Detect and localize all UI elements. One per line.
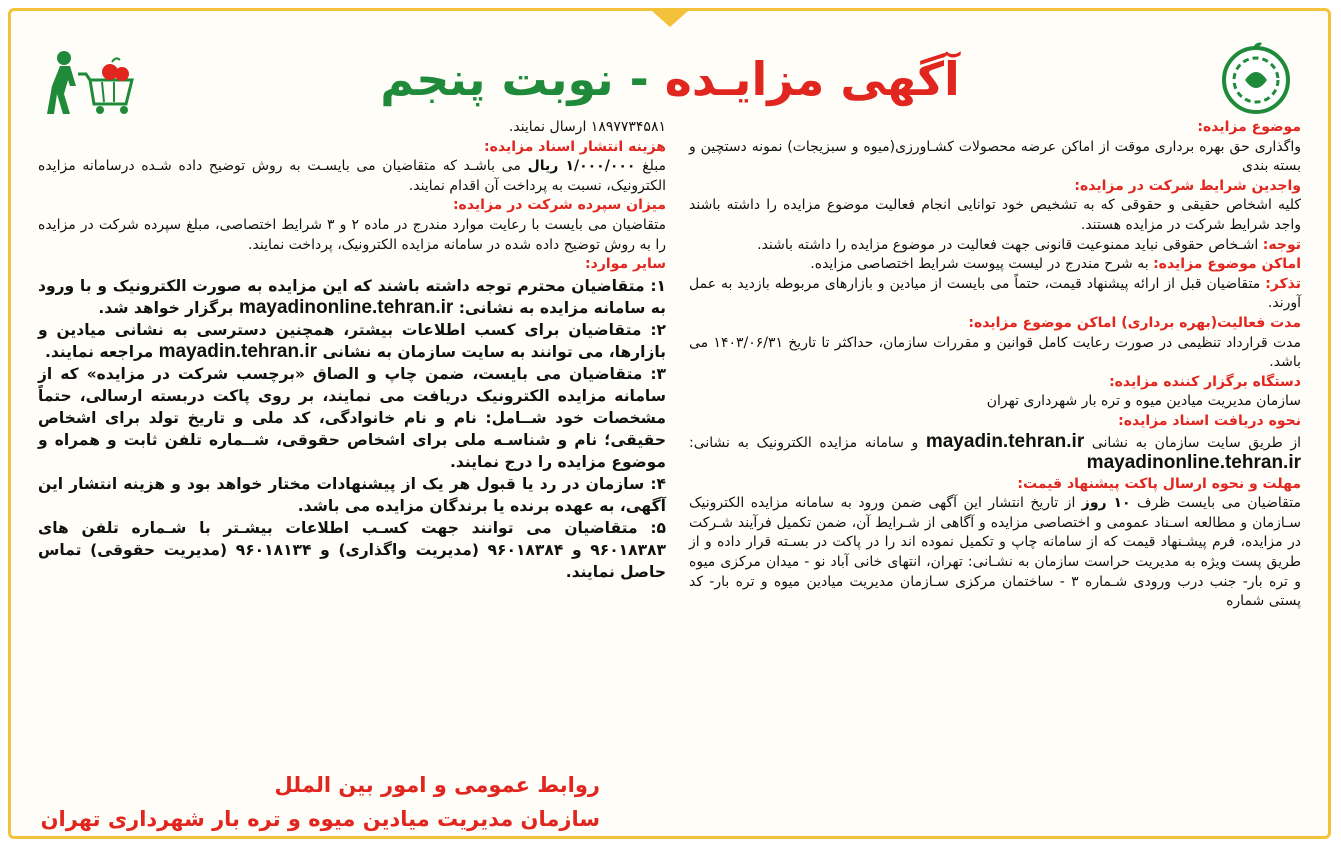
deadline-days: ۱۰ روز <box>1081 495 1131 512</box>
item1-url[interactable]: mayadinonline.tehran.ir <box>238 296 454 318</box>
tehran-municipality-logo-icon <box>1219 40 1293 114</box>
docs-text-a: از طریق سایت سازمان به نشانی <box>1091 434 1302 451</box>
deposit-heading: میزان سپرده شرکت در مزایده: <box>452 197 666 214</box>
other-item-5: ۵: متقاضیان می توانند جهت کسـب اطلاعات بیشـتر با شـماره تلفن های ۹۶۰۱۸۳۸۳ و ۹۶۰۱۸۳۸۴ (مدیریت واگذاری) و ۹۶۰۱۸۱۳۴ (مدیریت حقوقی) تماس حاصل نمایند. <box>38 518 666 581</box>
fee-paragraph <box>38 157 666 196</box>
ad-title <box>360 44 980 114</box>
reminder-text: متقاضیان قبل از ارائه پیشنهاد قیمت، حتماً می بایست از میادین و بازارهای مربوطه بازدید به عمل آورند. <box>689 275 1301 312</box>
subject-text: واگذاری حق بهره برداری موقت از اماکن عرضه محصولات کشـاورزی(میوه و سبزیجات) نمونه دستچین و بسته بندی <box>689 138 1301 175</box>
deadline-text-b: از تاریخ انتشار این آگهی ضمن ورود به سامانه مزایده الکترونیک سـازمان و مطالعه اسـناد عمومی و اختصاصی مزایده و آگاهی از شـرایط آن، ضمن تکمیل فرآیند شـرکت در مزایده، فرم پیشـنهاد قیمت که از سامانه چاپ و تکمیل نموده اند را در پاکت در بسـته قرار داده و از طریق پست ویژه به مدیریت حراست سازمان به نشـانی: تهران، انتهای خانی آباد نو - میدان مرکزی میوه و تره بار- جنب درب ورودی شـماره ۳ - ساختمان مرکزی سـازمان مدیریت میادین میوه و تره بار- کد پستی شماره <box>689 495 1301 610</box>
docs-text-b: و سامانه مزایده الکترونیک به نشانی: <box>689 434 919 451</box>
places-paragraph <box>689 255 1301 275</box>
title-part1: آگهی مزایـده <box>664 52 960 106</box>
reminder-paragraph <box>689 275 1301 314</box>
item2-text-a: ۲: متقاضیان برای کسب اطلاعات بیشتر، همچنین دسترسی به نشانی میادین و بازارها، می توانند به سایت سازمان به نشانی <box>38 320 666 361</box>
places-heading: اماکن موضوع مزایده: <box>1153 256 1301 273</box>
other-item-4: ۴: سازمان در رد یا قبول هر یک از پیشنهادات مختار خواهد بود و هزینه انتشار این آگهی، به عهده برنده یا برندگان مزایده می باشد. <box>38 474 666 515</box>
postal-code-text: ۱۸۹۷۷۳۴۵۸۱ ارسال نمایند. <box>508 119 666 135</box>
note-paragraph <box>689 236 1301 256</box>
shopping-cart-person-icon <box>42 48 142 118</box>
top-notch-decoration <box>652 11 688 27</box>
eligibility-text: کلیه اشخاص حقیقی و حقوقی که به تشخیص خود توانایی انجام فعالیت موضوع مزایده را داشته باشند واجد شرایط شرکت در مزایده هستند. <box>689 197 1301 233</box>
note-text: اشـخاص حقوقی نباید ممنوعیت قانونی جهت فعالیت در موضوع مزایده را داشته باشند. <box>757 236 1259 253</box>
other-item-2 <box>38 319 666 363</box>
reminder-heading: تذکر: <box>1265 275 1301 292</box>
docs-url-1[interactable]: mayadin.tehran.ir <box>925 430 1085 452</box>
duration-heading: مدت فعالیت(بهره برداری) اماکن موضوع مزایده: <box>968 314 1301 331</box>
item2-text-b: مراجعه نمایند. <box>44 342 154 361</box>
item1-text-a: ۱: متقاضیان محترم توجه داشته باشند که این مزایده به صورت الکترونیک و با ورود به سامانه مزایده به نشانی: <box>38 276 666 317</box>
item1-text-b: برگزار خواهد شد. <box>98 298 234 317</box>
docs-paragraph <box>689 432 1301 475</box>
organizer-text: سازمان مدیریت میادین میوه و تره بار شهرداری تهران <box>986 393 1301 410</box>
footer-signature <box>40 768 600 836</box>
footer-line-2: سازمان مدیریت میادین میوه و تره بار شهرداری تهران <box>40 807 600 831</box>
docs-heading: نحوه دریافت اسناد مزایده: <box>1118 412 1301 429</box>
fee-heading: هزینه انتشار اسناد مزایده: <box>484 138 666 155</box>
deadline-text-a: متقاضیان می بایست ظرف <box>1137 495 1301 512</box>
docs-url-2[interactable]: mayadinonline.tehran.ir <box>1086 452 1301 474</box>
places-text: به شرح مندرج در لیست پیوست شرایط اختصاصی مزایده. <box>810 256 1149 273</box>
title-separator: - <box>629 52 649 106</box>
footer-line-1: روابط عمومی و امور بین الملل <box>274 773 600 797</box>
deposit-text: متقاضیان می بایست با رعایت موارد مندرج در ماده ۲ و ۳ شرایط اختصاصی، مبلغ سپرده شرکت در مزایده را به روش توضیح داده شده در سامانه مزایده الکترونیک، پرداخت نمایند. <box>38 216 666 253</box>
deadline-heading: مهلت و نحوه ارسال پاکت پیشنهاد قیمت: <box>1017 475 1301 492</box>
other-heading: سایر موارد: <box>585 256 666 273</box>
fee-amount: ۱/۰۰۰/۰۰۰ ریال <box>527 158 636 175</box>
left-column <box>38 118 666 583</box>
fee-text-a: مبلغ <box>642 158 667 175</box>
duration-text: مدت قرارداد تنظیمی در صورت رعایت کامل قوانین و مقررات سازمان، حداکثر تا تاریخ ۱۴۰۳/۰۶/۳۱ می باشد. <box>689 334 1301 371</box>
title-part2: نوبت پنجم <box>380 52 614 106</box>
organizer-heading: دستگاه برگزار کننده مزایده: <box>1109 373 1301 390</box>
item2-url[interactable]: mayadin.tehran.ir <box>158 340 318 362</box>
subject-heading: موضوع مزایده: <box>1197 119 1301 135</box>
other-item-1 <box>38 275 666 319</box>
right-column <box>689 118 1301 612</box>
fee-text-b: می باشـد که متقاضیان می بایسـت به روش توضیح داده شـده درسامانه مزایده الکترونیک، نسبت به پرداخت آن اقدام نمایند. <box>38 158 666 194</box>
eligibility-heading: واجدین شرایط شرکت در مزایده: <box>1074 177 1301 194</box>
note-heading: توجه: <box>1262 236 1301 253</box>
deadline-paragraph <box>689 494 1301 612</box>
other-item-3: ۳: متقاضیان می بایست، ضمن چاپ و الصاق «برچسب شرکت در مزایده» که از سامانه مزایده الکترونیک دریافت می نمایند، بر روی پاکت دربسته ارسالی، حتماً مشخصات خود شــامل: نام و نام خانوادگی، کد ملی و تاریخ تولد برای اشخاص حقیقی؛ نام و شناسـه ملی برای اشخاص حقوقی، شــماره تلفن ثابت و همراه و موضوع مزایده را درج نمایند. <box>38 364 666 471</box>
